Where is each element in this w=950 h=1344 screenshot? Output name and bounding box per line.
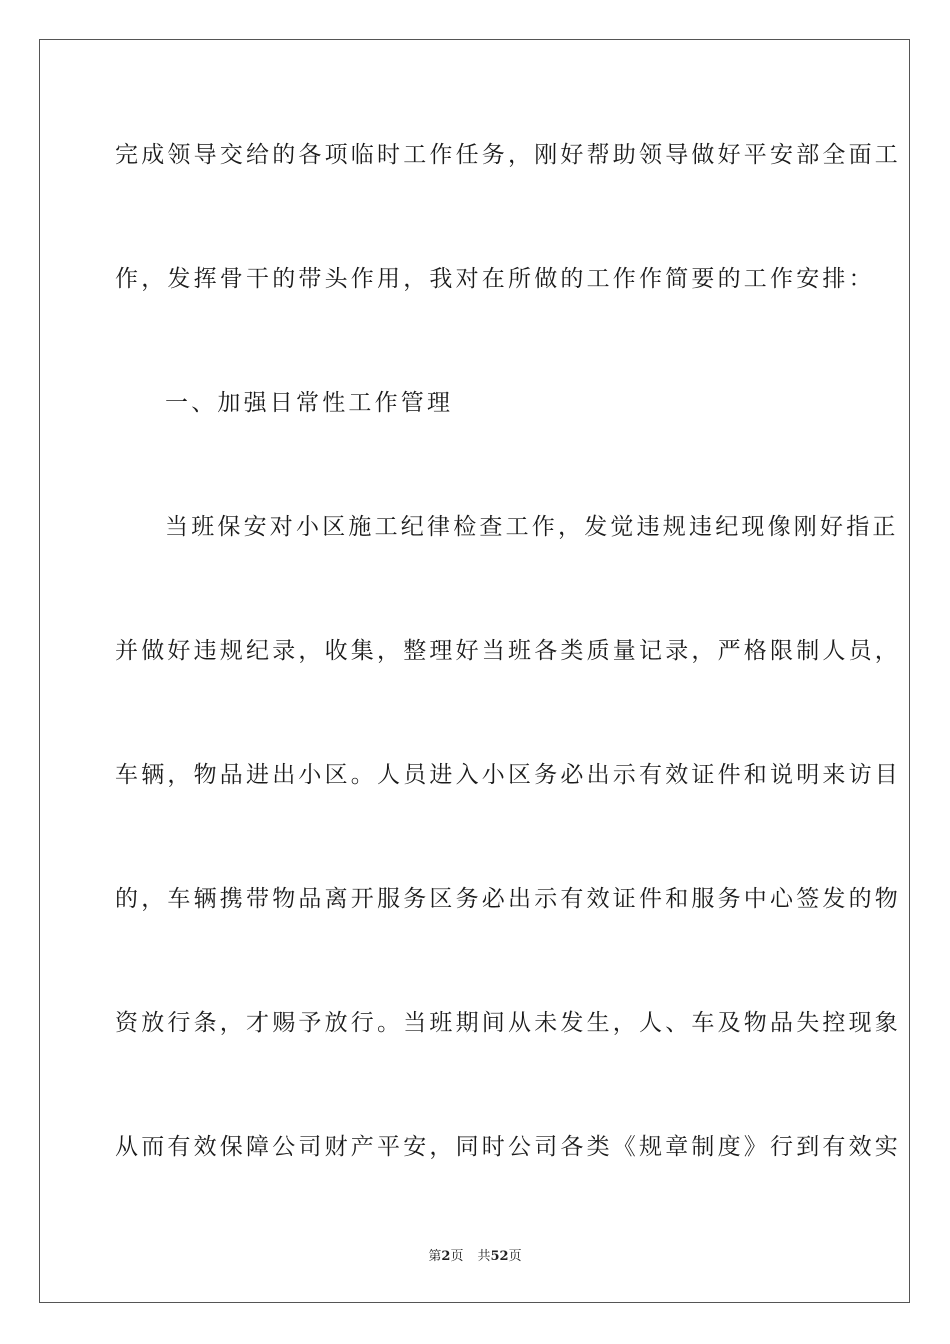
body-line-7: 资放行条，才赐予放行。当班期间从未发生，人、车及物品失控现象: [115, 1010, 901, 1036]
body-line-4: 并做好违规纪录，收集，整理好当班各类质量记录，严格限制人员，: [115, 638, 901, 664]
body-line-1: 完成领导交给的各项临时工作任务，刚好帮助领导做好平安部全面工: [115, 142, 901, 168]
page-prefix: 第: [428, 1249, 442, 1264]
page-number: 2: [441, 1249, 451, 1264]
body-line-5: 车辆，物品进出小区。人员进入小区务必出示有效证件和说明来访目: [115, 762, 901, 788]
body-line-2: 作，发挥骨干的带头作用，我对在所做的工作作简要的工作安排：: [115, 266, 875, 292]
page-suffix: 页: [450, 1249, 464, 1264]
body-line-6: 的，车辆携带物品离开服务区务必出示有效证件和服务中心签发的物: [115, 886, 901, 912]
body-line-3: 当班保安对小区施工纪律检查工作，发觉违规违纪现像刚好指正: [165, 514, 899, 540]
total-pages: 52: [490, 1249, 509, 1264]
page-border: [39, 39, 910, 1303]
section-heading: 一、加强日常性工作管理: [165, 390, 454, 416]
total-prefix: 共: [477, 1249, 491, 1264]
body-line-8: 从而有效保障公司财产平安，同时公司各类《规章制度》行到有效实: [115, 1134, 901, 1160]
total-suffix: 页: [508, 1249, 522, 1264]
page-footer: [0, 1248, 950, 1266]
